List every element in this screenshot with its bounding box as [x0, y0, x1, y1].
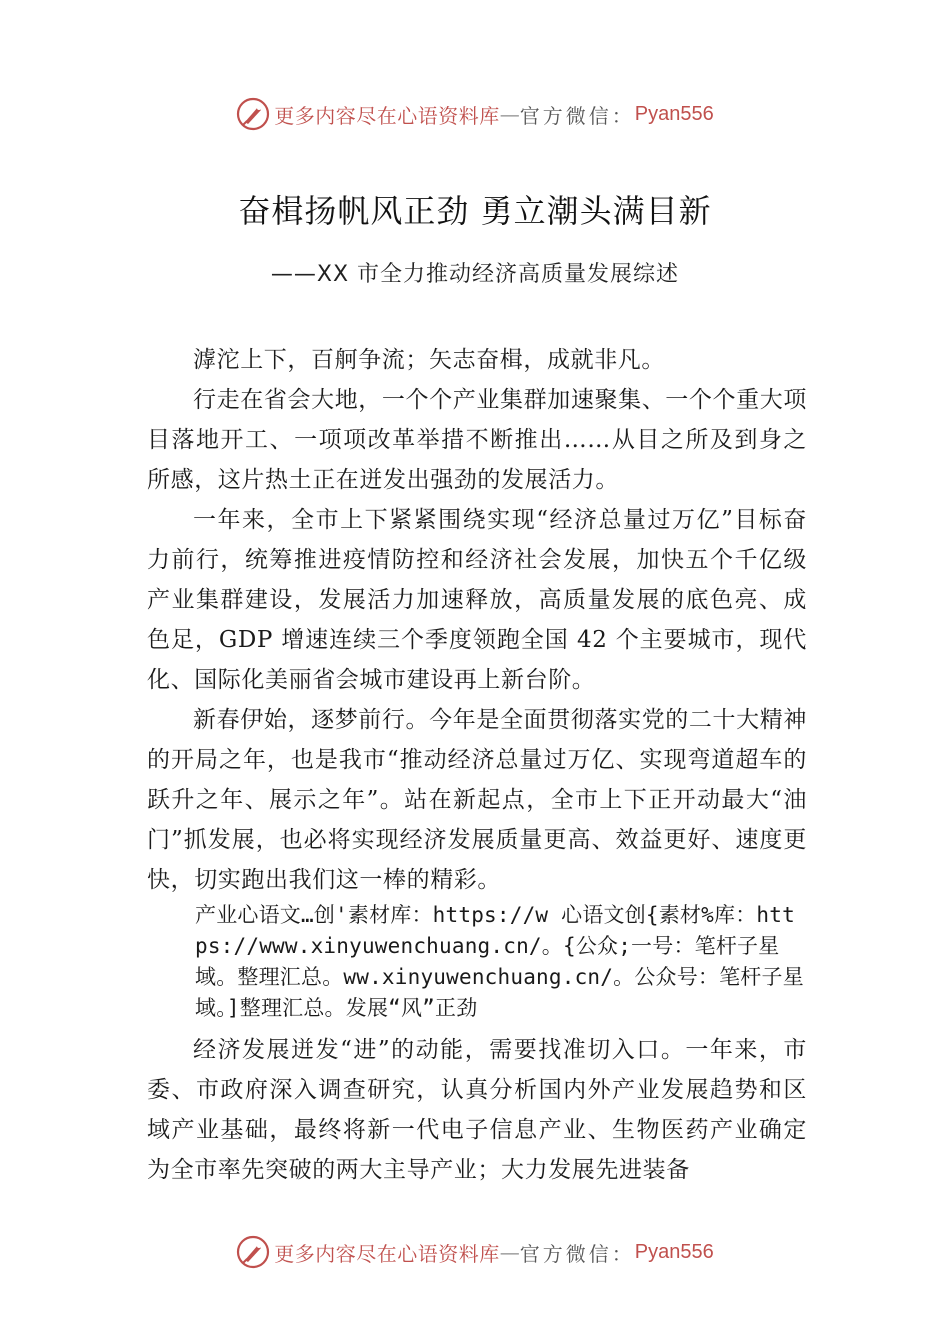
banner-wechat-id: Pyan556 — [634, 102, 714, 125]
banner-dash: — — [499, 1240, 520, 1264]
paragraph: 新春伊始，逐梦前行。今年是全面贯彻落实党的二十大精神的开局之年，也是我市“推动经济总量过万亿、实现弯道超车的跃升之年、展示之年”。站在新起点，全市上下正开动最大“油门”抓发展，也必将实现经济发展质量更高、效益更好、速度更快，切实跑出我们这一棒的精彩。 — [147, 707, 807, 893]
document-body — [147, 340, 807, 1190]
paragraph: 行走在省会大地，一个个产业集群加速聚集、一个个重大项目落地开工、一项项改革举措不断推出……从目之所及到身之所感，这片热土正在迸发出强劲的发展活力。 — [147, 387, 807, 493]
paragraph: 一年来，全市上下紧紧围绕实现“经济总量过万亿”目标奋力前行，统筹推进疫情防控和经济社会发展，加快五个千亿级产业集群建设，发展活力加速释放，高质量发展的底色亮、成色足，GDP 增速连续三个季度领跑全国 42 个主要城市，现代化、国际化美丽省会城市建设再上新台阶。 — [147, 507, 807, 693]
banner-main-text: 更多内容尽在心语资料库 — [274, 1241, 500, 1266]
watermark-note: 产业心语文…创'素材库：https://w 心语文创{素材%库：https://www.xinyuwenchuang.cn/。{公众;一号：笔杆子星域。整理汇总。ww.xinyuwenchuang.cn/。公众号：笔杆子星域。]整理汇总。发展“风”正劲 — [195, 903, 804, 1020]
banner-wechat-id: Pyan556 — [634, 1240, 714, 1263]
footer-banner — [0, 1232, 950, 1272]
document-subtitle: ——XX 市全力推动经济高质量发展综述 — [270, 262, 680, 287]
header-banner — [0, 94, 950, 134]
banner-main-text: 更多内容尽在心语资料库 — [274, 103, 500, 128]
paragraph: 经济发展迸发“进”的动能，需要找准切入口。一年来，市委、市政府深入调查研究，认真分析国内外产业发展趋势和区域产业基础，最终将新一代电子信息产业、生物医药产业确定为全市率先突破的两大主导产业；大力发展先进装备 — [147, 1037, 807, 1183]
pen-nib-logo-icon — [236, 97, 270, 131]
banner-wechat-label: 官方微信： — [519, 103, 635, 128]
pen-nib-logo-icon — [236, 1235, 270, 1269]
banner-dash: — — [499, 102, 520, 126]
document-title: 奋楫扬帆风正劲 勇立潮头满目新 — [238, 192, 712, 230]
paragraph: 滹沱上下，百舸争流；矢志奋楫，成就非凡。 — [193, 347, 665, 373]
banner-wechat-label: 官方微信： — [519, 1241, 635, 1266]
